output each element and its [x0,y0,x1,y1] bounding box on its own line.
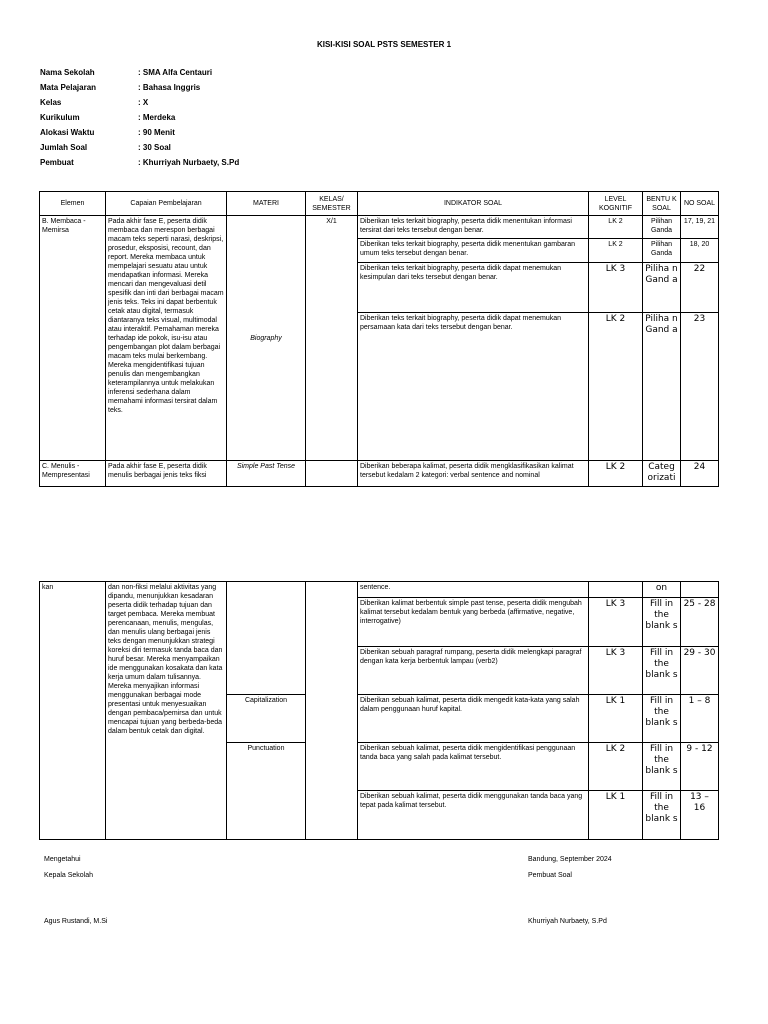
no-cell: 29 - 30 [681,647,719,695]
kelas-cell [306,582,358,840]
no-cell: 18, 20 [681,239,719,263]
header-bentuk: BENTU K SOAL [643,192,681,216]
grid-table-part-1 [39,191,719,487]
signature-right-name: Khurriyah Nurbaety, S.Pd [528,918,607,925]
no-cell [681,582,719,598]
bentuk-cell: Fill in the blank s [643,791,681,840]
kelas-cell [306,461,358,487]
indikator-cell: Diberikan sebuah kalimat, peserta didik menggunakan tanda baca yang tepat pada kalimat tersebut. [358,791,589,840]
info-row [40,113,438,128]
info-value: : 90 Menit [138,128,175,137]
bentuk-cell: Piliha n Gand a [643,313,681,461]
document-info [40,68,438,173]
info-label: Kurikulum [40,113,80,122]
table-header-row [40,192,719,216]
info-row [40,83,438,98]
header-materi: MATERI [227,192,306,216]
indikator-cell: Diberikan sebuah kalimat, peserta didik mengedit kata-kata yang salah dalam penggunaan huruf kapital. [358,695,589,743]
indikator-cell: Diberikan teks terkait biography, peserta didik dapat menemukan persamaan kata dari teks tersebut dengan benar. [358,313,589,461]
info-label: Jumlah Soal [40,143,88,152]
materi-cell: Biography [227,216,306,461]
signature-right-date: Bandung, September 2024 [528,856,612,863]
materi-cell: Punctuation [227,743,306,840]
level-cell: LK 1 [589,791,643,840]
bentuk-cell: Piliha n Gand a [643,263,681,313]
info-label: Alokasi Waktu [40,128,95,137]
no-cell: 13 – 16 [681,791,719,840]
indikator-cell: Diberikan teks terkait biography, peserta didik dapat menemukan kesimpulan dari teks tersebut dengan benar. [358,263,589,313]
bentuk-cell: Fill in the blank s [643,695,681,743]
level-cell: LK 2 [589,313,643,461]
table-row [40,216,719,239]
bentuk-cell: Categ orizati [643,461,681,487]
header-no: NO SOAL [681,192,719,216]
level-cell [589,582,643,598]
level-cell: LK 2 [589,461,643,487]
indikator-cell: Diberikan kalimat berbentuk simple past tense, peserta didik mengubah kalimat tersebut kedalam bentuk yang berbeda (affirmative, negative, interrogative) [358,598,589,647]
info-value: : X [138,98,149,107]
bentuk-cell: Fill in the blank s [643,647,681,695]
bentuk-cell: Fill in the blank s [643,743,681,791]
no-cell: 17, 19, 21 [681,216,719,239]
info-value: : Bahasa Inggris [138,83,201,92]
header-elemen: Elemen [40,192,106,216]
level-cell: LK 3 [589,647,643,695]
info-row [40,128,438,143]
header-capaian: Capaian Pembelajaran [106,192,227,216]
level-cell: LK 3 [589,598,643,647]
materi-cell: Capitalization [227,695,306,743]
capaian-cell: Pada akhir fase E, peserta didik menulis berbagai jenis teks fiksi [106,461,227,487]
info-value: : Merdeka [138,113,176,122]
bentuk-cell: Pilihan Ganda [643,239,681,263]
materi-cell: Simple Past Tense [227,461,306,487]
elemen-cell: C. Menulis - Mempresentasi [40,461,106,487]
level-cell: LK 2 [589,239,643,263]
no-cell: 9 - 12 [681,743,719,791]
elemen-cell: B. Membaca - Memirsa [40,216,106,461]
table-row [40,582,719,598]
bentuk-cell: Pilihan Ganda [643,216,681,239]
level-cell: LK 1 [589,695,643,743]
indikator-cell: Diberikan sebuah paragraf rumpang, peserta didik melengkapi paragraf dengan kata kerja berbentuk lampau (verb2) [358,647,589,695]
kelas-cell: X/1 [306,216,358,461]
indikator-cell: Diberikan sebuah kalimat, peserta didik mengidentifikasi penggunaan tanda baca yang salah pada kalimat tersebut. [358,743,589,791]
no-cell: 23 [681,313,719,461]
info-row [40,158,438,173]
grid-table-part-2 [39,581,719,840]
info-label: Pembuat [40,158,74,167]
info-label: Mata Pelajaran [40,83,97,92]
signature-left-name: Agus Rustandi, M.Si [44,918,108,925]
capaian-cell: Pada akhir fase E, peserta didik membaca dan merespon berbagai macam teks seperti narasi, deskripsi, prosedur, eksposisi, recount, dan report. Mereka membaca untuk mempelajari sesuatu atau untuk mendapatkan informasi. Mereka mencari dan mengevaluasi detil spesifik dan inti dari berbagai macam jenis teks. Teks ini dapat berbentuk cetak atau digital, termasuk diantaranya teks visual, multimodal atau interaktif. Pemahaman mereka terhadap ide pokok, isu-isu atau pengembangan plot dalam berbagai macam teks mulai berkembang. Mereka mengidentifikasi tujuan penulis dan mengembangkan keterampilannya untuk melakukan inferensi sederhana dalam memahami informasi tersirat dalam teks. [106,216,227,461]
bentuk-cell: Fill in the blank s [643,598,681,647]
level-cell: LK 3 [589,263,643,313]
info-label: Nama Sekolah [40,68,95,77]
no-cell: 22 [681,263,719,313]
info-row [40,68,438,83]
indikator-cell: Diberikan teks terkait biography, peserta didik menentukan gambaran umum teks tersebut dengan benar. [358,239,589,263]
info-label: Kelas [40,98,62,107]
info-row [40,98,438,113]
level-cell: LK 2 [589,743,643,791]
level-cell: LK 2 [589,216,643,239]
no-cell: 25 - 28 [681,598,719,647]
signature-left-label: Mengetahui [44,856,81,863]
table-row [40,461,719,487]
indikator-cell: Diberikan teks terkait biography, peserta didik menentukan informasi tersirat dari teks tersebut dengan benar. [358,216,589,239]
header-indikator: INDIKATOR SOAL [358,192,589,216]
info-value: : 30 Soal [138,143,171,152]
no-cell: 24 [681,461,719,487]
header-kelas: KELAS/ SEMESTER [306,192,358,216]
bentuk-cell: on [643,582,681,598]
document-title: KISI-KISI SOAL PSTS SEMESTER 1 [316,40,452,49]
elemen-cell: kan [40,582,106,840]
info-value: : Khurriyah Nurbaety, S.Pd [138,158,240,167]
signature-right-role: Pembuat Soal [528,872,572,879]
indikator-cell: sentence. [358,582,589,598]
capaian-cell: dan non-fiksi melalui aktivitas yang dipandu, menunjukkan kesadaran peserta didik terhadap tujuan dan target pembaca. Mereka membuat perencanaan, menulis, mengulas, dan menulis ulang berbagai jenis teks dengan menunjukkan strategi koreksi diri termasuk tanda baca dan huruf besar. Mereka menyampaikan ide menggunakan kosakata dan kata kerja umum dalam tulisannya. Mereka menyajikan informasi menggunakan berbagai mode presentasi untuk menyesuaikan dengan pembaca/pemirsa dan untuk mencapai tujuan yang berbeda-beda dalam bentuk cetak dan digital. [106,582,227,840]
no-cell: 1 – 8 [681,695,719,743]
info-row [40,143,438,158]
signature-left-role: Kepala Sekolah [44,872,94,879]
indikator-cell: Diberikan beberapa kalimat, peserta didik mengklasifikasikan kalimat tersebut kedalam 2 kategori: verbal sentence and nominal [358,461,589,487]
header-level: LEVEL KOGNITIF [589,192,643,216]
materi-cell [227,582,306,695]
info-value: : SMA Alfa Centauri [138,68,213,77]
